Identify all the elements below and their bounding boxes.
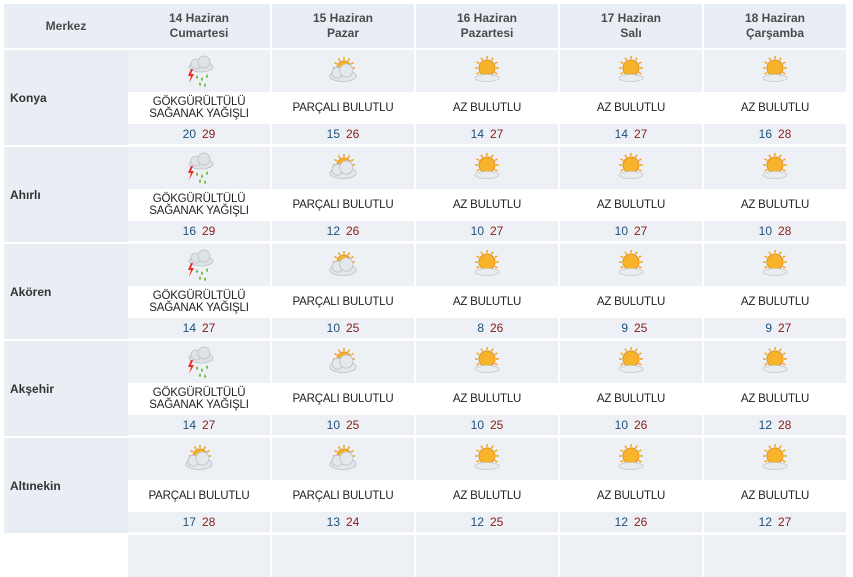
forecast-cell [560, 50, 702, 145]
weather-description [416, 490, 558, 502]
weather-description [128, 96, 270, 120]
weather-description [128, 290, 270, 314]
city-label: Altınekin [10, 478, 61, 493]
description-line-1: PARÇALI BULUTLU [292, 490, 394, 502]
few-clouds-icon [704, 438, 846, 480]
weather-description [704, 490, 846, 502]
few-clouds-icon [560, 438, 702, 480]
description-line-1: PARÇALI BULUTLU [292, 393, 394, 405]
few-clouds-icon [416, 147, 558, 189]
temperature-range [560, 124, 702, 144]
max-temperature: 24 [346, 515, 360, 529]
description-line-1: PARÇALI BULUTLU [292, 296, 394, 308]
city-label: Konya [10, 90, 47, 105]
min-temperature: 12 [470, 515, 484, 529]
min-temperature: 13 [326, 515, 340, 529]
max-temperature: 27 [778, 321, 792, 335]
min-temperature: 10 [470, 224, 484, 238]
few-clouds-icon [560, 147, 702, 189]
partly-cloudy-icon [272, 341, 414, 383]
few-clouds-icon [560, 244, 702, 286]
city-name[interactable] [4, 438, 128, 533]
city-label: Akören [10, 284, 52, 299]
max-temperature: 26 [346, 224, 360, 238]
temperature-range [416, 318, 558, 338]
day-header-4 [704, 4, 846, 48]
weather-description [560, 490, 702, 502]
temperature-range [272, 512, 414, 532]
description-line-1: AZ BULUTLU [596, 199, 666, 211]
description-line-1: GÖKGÜRÜLTÜLÜ [152, 96, 246, 108]
description-line-1: GÖKGÜRÜLTÜLÜ [152, 290, 246, 302]
description-line-1: AZ BULUTLU [452, 393, 522, 405]
partly-cloudy-icon [272, 438, 414, 480]
description-line-2: SAĞANAK YAĞIŞLI [149, 399, 249, 411]
min-temperature: 10 [470, 418, 484, 432]
temperature-range [704, 124, 846, 144]
temperature-range [704, 221, 846, 241]
day-date: 14 Haziran [168, 11, 230, 25]
description-line-1: AZ BULUTLU [740, 199, 810, 211]
min-temperature: 10 [326, 418, 340, 432]
temperature-range [560, 415, 702, 435]
day-header-3 [560, 4, 702, 48]
forecast-cell [560, 438, 702, 533]
forecast-cell [560, 147, 702, 242]
next-row-cell-partial [272, 535, 414, 577]
forecast-cell [704, 438, 846, 533]
few-clouds-icon [416, 341, 558, 383]
few-clouds-icon [416, 438, 558, 480]
description-line-2: SAĞANAK YAĞIŞLI [149, 205, 249, 217]
max-temperature: 27 [634, 127, 648, 141]
description-line-1: AZ BULUTLU [740, 393, 810, 405]
thunderstorm-icon [128, 147, 270, 189]
temperature-range [272, 318, 414, 338]
temperature-range [272, 415, 414, 435]
min-temperature: 10 [614, 418, 628, 432]
few-clouds-icon [560, 50, 702, 92]
temperature-range [704, 318, 846, 338]
day-date: 15 Haziran [312, 11, 374, 25]
min-temperature: 12 [758, 418, 772, 432]
few-clouds-icon [416, 50, 558, 92]
weather-description [272, 393, 414, 405]
temperature-range [128, 415, 270, 435]
weather-description [704, 102, 846, 114]
forecast-cell [416, 50, 558, 145]
min-temperature: 16 [758, 127, 772, 141]
min-temperature: 17 [182, 515, 196, 529]
weather-description [560, 102, 702, 114]
max-temperature: 27 [490, 224, 504, 238]
partly-cloudy-icon [272, 50, 414, 92]
few-clouds-icon [416, 244, 558, 286]
max-temperature: 28 [778, 418, 792, 432]
thunderstorm-icon [128, 341, 270, 383]
few-clouds-icon [560, 341, 702, 383]
temperature-range [416, 221, 558, 241]
forecast-cell [272, 147, 414, 242]
description-line-1: AZ BULUTLU [452, 296, 522, 308]
temperature-range [128, 124, 270, 144]
temperature-range [128, 318, 270, 338]
day-weekday: Pazartesi [460, 26, 514, 40]
day-header-1 [272, 4, 414, 48]
city-label: Ahırlı [10, 187, 41, 202]
thunderstorm-icon [128, 244, 270, 286]
weather-description [128, 490, 270, 502]
temperature-range [560, 318, 702, 338]
max-temperature: 25 [346, 418, 360, 432]
forecast-cell [416, 438, 558, 533]
weather-description [560, 199, 702, 211]
city-column-label: Merkez [45, 18, 87, 33]
description-line-1: AZ BULUTLU [452, 490, 522, 502]
forecast-cell [128, 50, 270, 145]
forecast-cell [272, 244, 414, 339]
few-clouds-icon [704, 147, 846, 189]
description-line-1: AZ BULUTLU [452, 102, 522, 114]
max-temperature: 26 [490, 321, 504, 335]
day-date: 17 Haziran [600, 11, 662, 25]
city-column-header [4, 4, 128, 48]
description-line-1: PARÇALI BULUTLU [292, 199, 394, 211]
description-line-1: AZ BULUTLU [740, 490, 810, 502]
forecast-cell [272, 438, 414, 533]
max-temperature: 25 [490, 418, 504, 432]
weather-description [704, 296, 846, 308]
max-temperature: 25 [346, 321, 360, 335]
few-clouds-icon [704, 341, 846, 383]
max-temperature: 29 [202, 127, 216, 141]
weather-description [272, 199, 414, 211]
description-line-1: AZ BULUTLU [740, 102, 810, 114]
description-line-1: AZ BULUTLU [740, 296, 810, 308]
temperature-range [704, 512, 846, 532]
min-temperature: 15 [326, 127, 340, 141]
description-line-1: GÖKGÜRÜLTÜLÜ [152, 193, 246, 205]
max-temperature: 27 [490, 127, 504, 141]
temperature-range [272, 124, 414, 144]
min-temperature: 14 [182, 321, 196, 335]
max-temperature: 27 [634, 224, 648, 238]
city-label: Akşehir [10, 381, 55, 396]
min-temperature: 8 [477, 321, 484, 335]
forecast-cell [416, 147, 558, 242]
temperature-range [416, 512, 558, 532]
city-name[interactable] [4, 341, 128, 436]
weather-description [128, 387, 270, 411]
next-row-cell-partial [560, 535, 702, 577]
min-temperature: 14 [614, 127, 628, 141]
few-clouds-icon [704, 50, 846, 92]
forecast-cell [704, 50, 846, 145]
few-clouds-icon [704, 244, 846, 286]
min-temperature: 12 [614, 515, 628, 529]
next-row-cell-partial [128, 535, 270, 577]
min-temperature: 16 [182, 224, 196, 238]
min-temperature: 10 [326, 321, 340, 335]
day-weekday: Cumartesi [169, 26, 229, 40]
temperature-range [128, 221, 270, 241]
table-header [4, 4, 853, 48]
forecast-cell [704, 147, 846, 242]
max-temperature: 28 [202, 515, 216, 529]
partly-cloudy-icon [128, 438, 270, 480]
max-temperature: 26 [634, 515, 648, 529]
description-line-2: SAĞANAK YAĞIŞLI [149, 108, 249, 120]
day-header-2 [416, 4, 558, 48]
min-temperature: 10 [758, 224, 772, 238]
min-temperature: 20 [182, 127, 196, 141]
day-date: 16 Haziran [456, 11, 518, 25]
min-temperature: 14 [182, 418, 196, 432]
forecast-cell [128, 438, 270, 533]
min-temperature: 9 [765, 321, 772, 335]
max-temperature: 26 [346, 127, 360, 141]
weather-description [272, 490, 414, 502]
weather-description [272, 296, 414, 308]
min-temperature: 12 [326, 224, 340, 238]
max-temperature: 27 [202, 418, 216, 432]
description-line-1: AZ BULUTLU [452, 199, 522, 211]
weather-description [272, 102, 414, 114]
thunderstorm-icon [128, 50, 270, 92]
description-line-1: AZ BULUTLU [596, 393, 666, 405]
day-weekday: Salı [620, 26, 642, 40]
forecast-cell [704, 244, 846, 339]
forecast-cell [560, 341, 702, 436]
description-line-1: AZ BULUTLU [596, 490, 666, 502]
description-line-1: AZ BULUTLU [596, 102, 666, 114]
max-temperature: 26 [634, 418, 648, 432]
forecast-cell [416, 341, 558, 436]
min-temperature: 14 [470, 127, 484, 141]
temperature-range [560, 221, 702, 241]
forecast-cell [704, 341, 846, 436]
forecast-cell [272, 50, 414, 145]
temperature-range [704, 415, 846, 435]
max-temperature: 28 [778, 127, 792, 141]
partly-cloudy-icon [272, 244, 414, 286]
description-line-2: SAĞANAK YAĞIŞLI [149, 302, 249, 314]
weather-description [416, 296, 558, 308]
weather-description [128, 193, 270, 217]
forecast-cell [128, 147, 270, 242]
forecast-cell [272, 341, 414, 436]
weather-description [560, 393, 702, 405]
description-line-1: PARÇALI BULUTLU [148, 490, 250, 502]
temperature-range [128, 512, 270, 532]
description-line-1: GÖKGÜRÜLTÜLÜ [152, 387, 246, 399]
day-weekday: Pazar [326, 26, 360, 40]
max-temperature: 28 [778, 224, 792, 238]
next-row-cell-partial [416, 535, 558, 577]
temperature-range [416, 415, 558, 435]
day-weekday: Çarşamba [745, 26, 805, 40]
max-temperature: 27 [778, 515, 792, 529]
forecast-cell [128, 341, 270, 436]
min-temperature: 12 [758, 515, 772, 529]
city-name[interactable] [4, 50, 128, 145]
weather-description [704, 393, 846, 405]
weather-description [416, 393, 558, 405]
forecast-cell [416, 244, 558, 339]
weather-description [560, 296, 702, 308]
weather-description [416, 102, 558, 114]
weather-description [416, 199, 558, 211]
day-header-0 [128, 4, 270, 48]
max-temperature: 27 [202, 321, 216, 335]
city-name[interactable] [4, 244, 128, 339]
min-temperature: 10 [614, 224, 628, 238]
temperature-range [560, 512, 702, 532]
forecast-cell [560, 244, 702, 339]
forecast-cell [128, 244, 270, 339]
description-line-1: AZ BULUTLU [596, 296, 666, 308]
city-name[interactable] [4, 147, 128, 242]
day-date: 18 Haziran [744, 11, 806, 25]
temperature-range [416, 124, 558, 144]
min-temperature: 9 [621, 321, 628, 335]
description-line-1: PARÇALI BULUTLU [292, 102, 394, 114]
temperature-range [272, 221, 414, 241]
weather-description [704, 199, 846, 211]
partly-cloudy-icon [272, 147, 414, 189]
max-temperature: 25 [634, 321, 648, 335]
max-temperature: 29 [202, 224, 216, 238]
next-row-cell-partial [704, 535, 846, 577]
max-temperature: 25 [490, 515, 504, 529]
